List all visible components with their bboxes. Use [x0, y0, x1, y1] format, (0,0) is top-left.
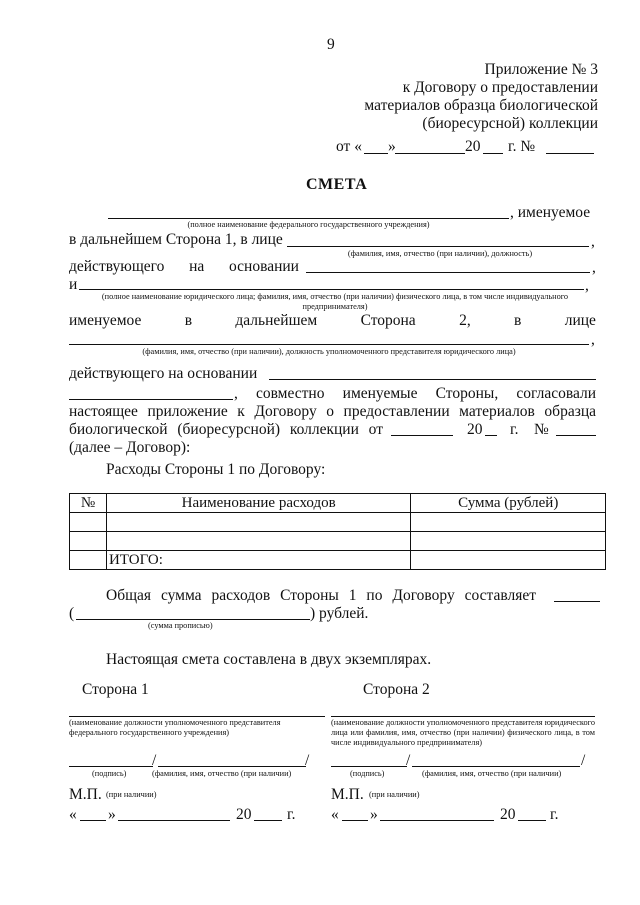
- date-month-blank: [395, 153, 465, 154]
- agreement-number-blank: [556, 435, 596, 436]
- party1-org-blank: [108, 218, 509, 219]
- document-title: СМЕТА: [306, 176, 368, 193]
- party1-person-blank: [287, 246, 589, 247]
- table-cell: [411, 532, 606, 551]
- party1-position-caption: (наименование должности уполномоченного представителя федерального государственного учреждения): [69, 718, 281, 737]
- party2-sign-blank: [331, 766, 407, 767]
- party1-month-blank: [118, 820, 230, 821]
- date-suffix: г. №: [508, 138, 536, 155]
- party1-seal-note: (при наличии): [106, 790, 157, 799]
- party1-position-blank: [69, 716, 325, 717]
- comma: ,: [592, 259, 596, 276]
- total-open-paren: (: [69, 605, 75, 622]
- word: расходов: [211, 587, 271, 604]
- party2-position-blank: [331, 716, 595, 717]
- table-cell: [70, 532, 107, 551]
- appendix-line-4: (биоресурсной) коллекции: [422, 115, 598, 132]
- table-cell: [106, 532, 410, 551]
- word: совместно: [256, 385, 325, 402]
- comma: ,: [585, 277, 589, 294]
- party1-day-blank: [80, 820, 106, 821]
- word: 1: [348, 587, 357, 604]
- party2-quote-close: »: [370, 806, 378, 823]
- date-mid: »: [388, 138, 396, 155]
- party2-sign-caption: (подпись): [350, 769, 385, 778]
- party2-year-blank: [518, 820, 546, 821]
- party2-month-blank: [380, 820, 494, 821]
- word: согласовали: [516, 385, 596, 402]
- agreement-no: №: [534, 421, 549, 438]
- agreement-blank: [69, 399, 233, 400]
- party2-date-g: г.: [550, 806, 559, 823]
- party2-slash-1: /: [406, 752, 411, 769]
- agreement-line-4: (далее – Договор):: [69, 439, 191, 456]
- table-header-row: [70, 494, 606, 513]
- and-word: и: [69, 276, 78, 293]
- party2-org-caption: (полное наименование юридического лица; фамилия, имя, отчество (при наличии) физического лица, в том числе индивидуального предпринимателя): [101, 292, 569, 311]
- acting-word-3: основании: [229, 258, 299, 275]
- agreement-line-3: биологической (биоресурсной) коллекции от: [69, 421, 383, 438]
- party2-name-caption: (фамилия, имя, отчество (при наличии): [422, 769, 562, 778]
- party2-seal-note: (при наличии): [369, 790, 420, 799]
- table-row: [70, 513, 606, 532]
- word: 2,: [459, 312, 471, 329]
- table-cell: [70, 551, 107, 570]
- appendix-line-3: материалов образца биологической: [364, 97, 598, 114]
- party1-name-blank: [158, 766, 306, 767]
- party1-sign-caption: (подпись): [92, 769, 127, 778]
- party1-acting: [69, 258, 299, 276]
- table-total-row: [70, 551, 606, 570]
- comma: ,: [234, 385, 238, 402]
- table-cell: [411, 513, 606, 532]
- party2-name-blank: [412, 766, 580, 767]
- header-number: №: [70, 494, 107, 513]
- agreement-year: 20: [467, 421, 483, 438]
- party2-date-year: 20: [500, 806, 516, 823]
- table-cell: [411, 551, 606, 570]
- word: Стороны: [280, 587, 339, 604]
- word: Сторона: [360, 312, 416, 329]
- word: составляет: [464, 587, 536, 604]
- date-year: 20: [465, 138, 481, 155]
- table-row: [70, 532, 606, 551]
- agreement-date-blank: [391, 435, 453, 436]
- table-cell: [70, 513, 107, 532]
- party1-date-g: г.: [287, 806, 296, 823]
- comma: ,: [591, 233, 595, 250]
- word: Договору: [392, 587, 455, 604]
- word: в: [514, 312, 522, 329]
- appendix-line-1: Приложение № 3: [484, 61, 598, 78]
- word: лице: [564, 312, 596, 329]
- word: дальнейшем: [235, 312, 318, 329]
- date-year-blank: [483, 153, 503, 154]
- word: по: [366, 587, 383, 604]
- party1-sign-blank: [69, 766, 153, 767]
- header-amount: Сумма (рублей): [411, 494, 606, 513]
- party2-person-caption: (фамилия, имя, отчество (при наличии), должность уполномоченного представителя юридического лица): [142, 347, 516, 356]
- party2-named-line: [69, 312, 596, 330]
- word: сумма: [160, 587, 202, 604]
- page-number: 9: [327, 36, 335, 53]
- agreement-line-2: настоящее приложение к Договору о предоставлении материалов образца: [69, 403, 596, 420]
- party2-acting: действующего на основании: [69, 365, 258, 382]
- total-close: ) рублей.: [310, 605, 369, 622]
- party2-day-blank: [342, 820, 368, 821]
- header-expense-name: Наименование расходов: [106, 494, 410, 513]
- party2-slash-2: /: [581, 752, 586, 769]
- agreement-line-1: [256, 385, 596, 403]
- party1-seal: М.П.: [69, 786, 102, 803]
- party2-quote-open: «: [331, 806, 339, 823]
- comma: ,: [591, 331, 595, 348]
- date-day-blank: [364, 153, 388, 154]
- word: Общая: [106, 587, 152, 604]
- party1-basis-blank: [306, 272, 590, 273]
- word: именуемое: [69, 312, 142, 329]
- party1-date-year: 20: [236, 806, 252, 823]
- party2-org-blank: [79, 289, 584, 290]
- party2-basis-blank: [269, 379, 596, 380]
- word: в: [184, 312, 193, 329]
- total-words-blank: [76, 619, 310, 620]
- total-sum-blank: [554, 601, 600, 602]
- copies-note: Настоящая смета составлена в двух экземплярах.: [106, 651, 432, 668]
- party1-signature-heading: Сторона 1: [82, 681, 149, 698]
- party1-person-caption: (фамилия, имя, отчество (при наличии), должность): [347, 249, 533, 258]
- party2-signature-heading: Сторона 2: [363, 681, 430, 698]
- acting-word-1: действующего: [69, 258, 165, 275]
- total-caption: (сумма прописью): [148, 621, 213, 630]
- party1-slash-1: /: [152, 752, 157, 769]
- party1-quote-open: «: [69, 806, 77, 823]
- table-cell: [106, 513, 410, 532]
- total-sum-line: [106, 587, 536, 605]
- party2-person-blank: [69, 344, 589, 345]
- party1-org-caption: (полное наименование федерального государственного учреждения): [187, 220, 430, 229]
- party1-quote-close: »: [108, 806, 116, 823]
- agreement-year-blank: [485, 435, 497, 436]
- expenses-table: [69, 493, 606, 570]
- date-prefix: от «: [336, 138, 362, 155]
- party2-seal: М.П.: [331, 786, 364, 803]
- party1-slash-2: /: [305, 752, 310, 769]
- agreement-g: г.: [510, 421, 519, 438]
- word: Стороны,: [435, 385, 499, 402]
- date-number-blank: [546, 153, 594, 154]
- total-label: ИТОГО:: [106, 551, 410, 570]
- party1-name-caption: (фамилия, имя, отчество (при наличии): [152, 769, 292, 778]
- expenses-heading: Расходы Стороны 1 по Договору:: [106, 461, 326, 478]
- party1-named: , именуемое: [510, 204, 591, 221]
- appendix-line-2: к Договору о предоставлении: [402, 79, 598, 96]
- word: именуемые: [342, 385, 418, 402]
- party2-position-caption: (наименование должности уполномоченного представителя юридического лица или фамилия, имя, отчество (при наличии) физического лица, в том числе индивидуального предпринимателя): [331, 718, 595, 747]
- acting-word-2: на: [189, 258, 205, 275]
- party1-hereinafter: в дальнейшем Сторона 1, в лице: [69, 231, 283, 248]
- party1-year-blank: [254, 820, 282, 821]
